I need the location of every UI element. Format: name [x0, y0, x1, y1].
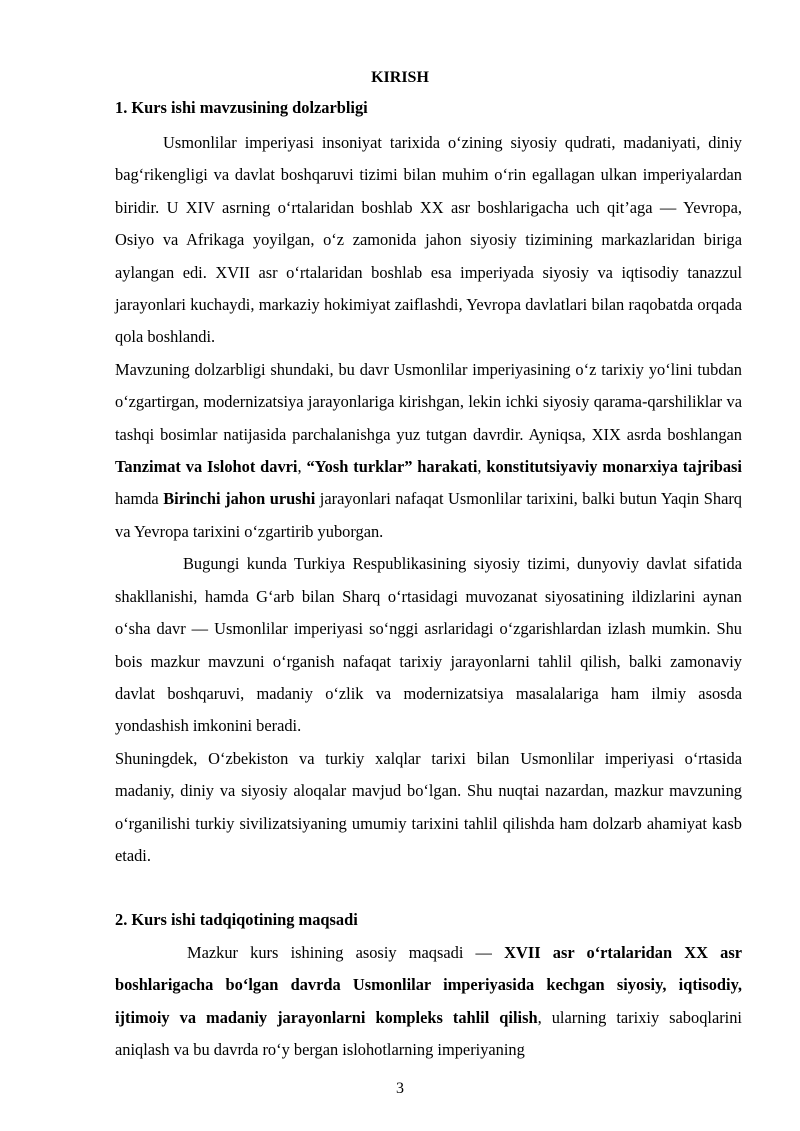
- paragraph: [115, 354, 742, 548]
- text-run: jarayonlari nafaqat Usmonlilar tarixini, balki butun Yaqin Sharq va Yevropa tarixini o‘zgartirib yuborgan.: [115, 489, 742, 541]
- text-run: ,: [477, 457, 487, 477]
- section-2-body: [115, 937, 742, 1067]
- bold-term: Birinchi jahon urushi: [163, 489, 316, 509]
- bold-term: Tanzimat va Islohot davri: [115, 457, 298, 477]
- section-2-heading: 2. Kurs ishi tadqiqotining maqsadi: [115, 910, 358, 929]
- paragraph: Bugungi kunda Turkiya Respublikasining siyosiy tizimi, dunyoviy davlat sifatida shakllanishi, hamda G‘arb bilan Sharq o‘rtasidagi muvozanat siyosatining ildizlarini aynan o‘sha davr — Usmonlilar imperiyasi so‘nggi asrlaridagi o‘zgarishlardan izlash mumkin. Shu bois mazkur mavzuni o‘rganish nafaqat tarixiy jarayonlarni tahlil qilish, balki zamonaviy davlat boshqaruvi, madaniy o‘zlik va modernizatsiya masalalariga ham ilmiy asosda yondashish imkonini beradi.: [115, 554, 742, 736]
- bold-term: “Yosh turklar” harakati: [306, 457, 478, 477]
- paragraph: Usmonlilar imperiyasi insoniyat tarixida o‘zining siyosiy qudrati, madaniyati, diniy bag‘rikengligi va davlat boshqaruvi tizimi bilan muhim o‘rin egallagan ulkan imperiyalardan biridir. U XIV asrning o‘rtalaridan boshlab XX asr boshlarigacha uch qit’aga — Yevropa, Osiyo va Afrikaga yoyilgan, o‘z zamonida jahon siyosiy tizimining markazlaridan biriga aylangan edi. XVII asr o‘rtalaridan boshlab esa imperiyada siyosiy va iqtisodiy tanazzul jarayonlari kuchaydi, markaziy hokimiyat zaiflashdi, Yevropa davlatlari bilan raqobatda orqada qola boshlandi.: [115, 133, 742, 347]
- text-run: hamda: [115, 489, 164, 509]
- paragraph: Shuningdek, O‘zbekiston va turkiy xalqlar tarixi bilan Usmonlilar imperiyasi o‘rtasida madaniy, diniy va siyosiy aloqalar mavjud bo‘lgan. Shu nuqtai nazardan, mazkur mavzuning o‘rganilishi turkiy sivilizatsiyaning umumiy tarixini tahlil qilishda ham dolzarb ahamiyat kasb etadi.: [115, 748, 742, 865]
- bold-term: XVII asr o‘rtalaridan XX asr boshlarigacha bo‘lgan davrda Usmonlilar imperiyasida kechgan siyosiy, iqtisodiy, ijtimoiy va madaniy jarayonlarni kompleks tahlil qilish: [115, 943, 742, 1027]
- text-run: Mavzuning dolzarbligi shundaki, bu davr Usmonlilar imperiyasining o‘z tarixiy yo‘lini tubdan o‘zgartirgan, modernizatsiya jarayonlariga kirishgan, lekin ichki siyosiy qarama-qarshiliklar va tashqi bosimlar natijasida parchalanishga yuz tutgan davrdir. Ayniqsa, XIX asrda boshlangan: [115, 359, 742, 444]
- text-run: Mazkur kurs ishining asosiy maqsadi —: [187, 943, 505, 962]
- page-title: KIRISH: [371, 69, 429, 86]
- page-number: 3: [396, 1080, 404, 1097]
- section-1-heading: 1. Kurs ishi mavzusining dolzarbligi: [115, 98, 368, 117]
- paragraph: [115, 937, 742, 1067]
- bold-term: konstitutsiyaviy monarxiya tajribasi: [486, 457, 742, 477]
- section-1-body: [115, 127, 742, 872]
- text-run: ,: [297, 457, 307, 477]
- text-run: , ularning tarixiy saboqlarini aniqlash va bu davrda ro‘y bergan islohotlarning imperiyaning: [115, 1007, 742, 1060]
